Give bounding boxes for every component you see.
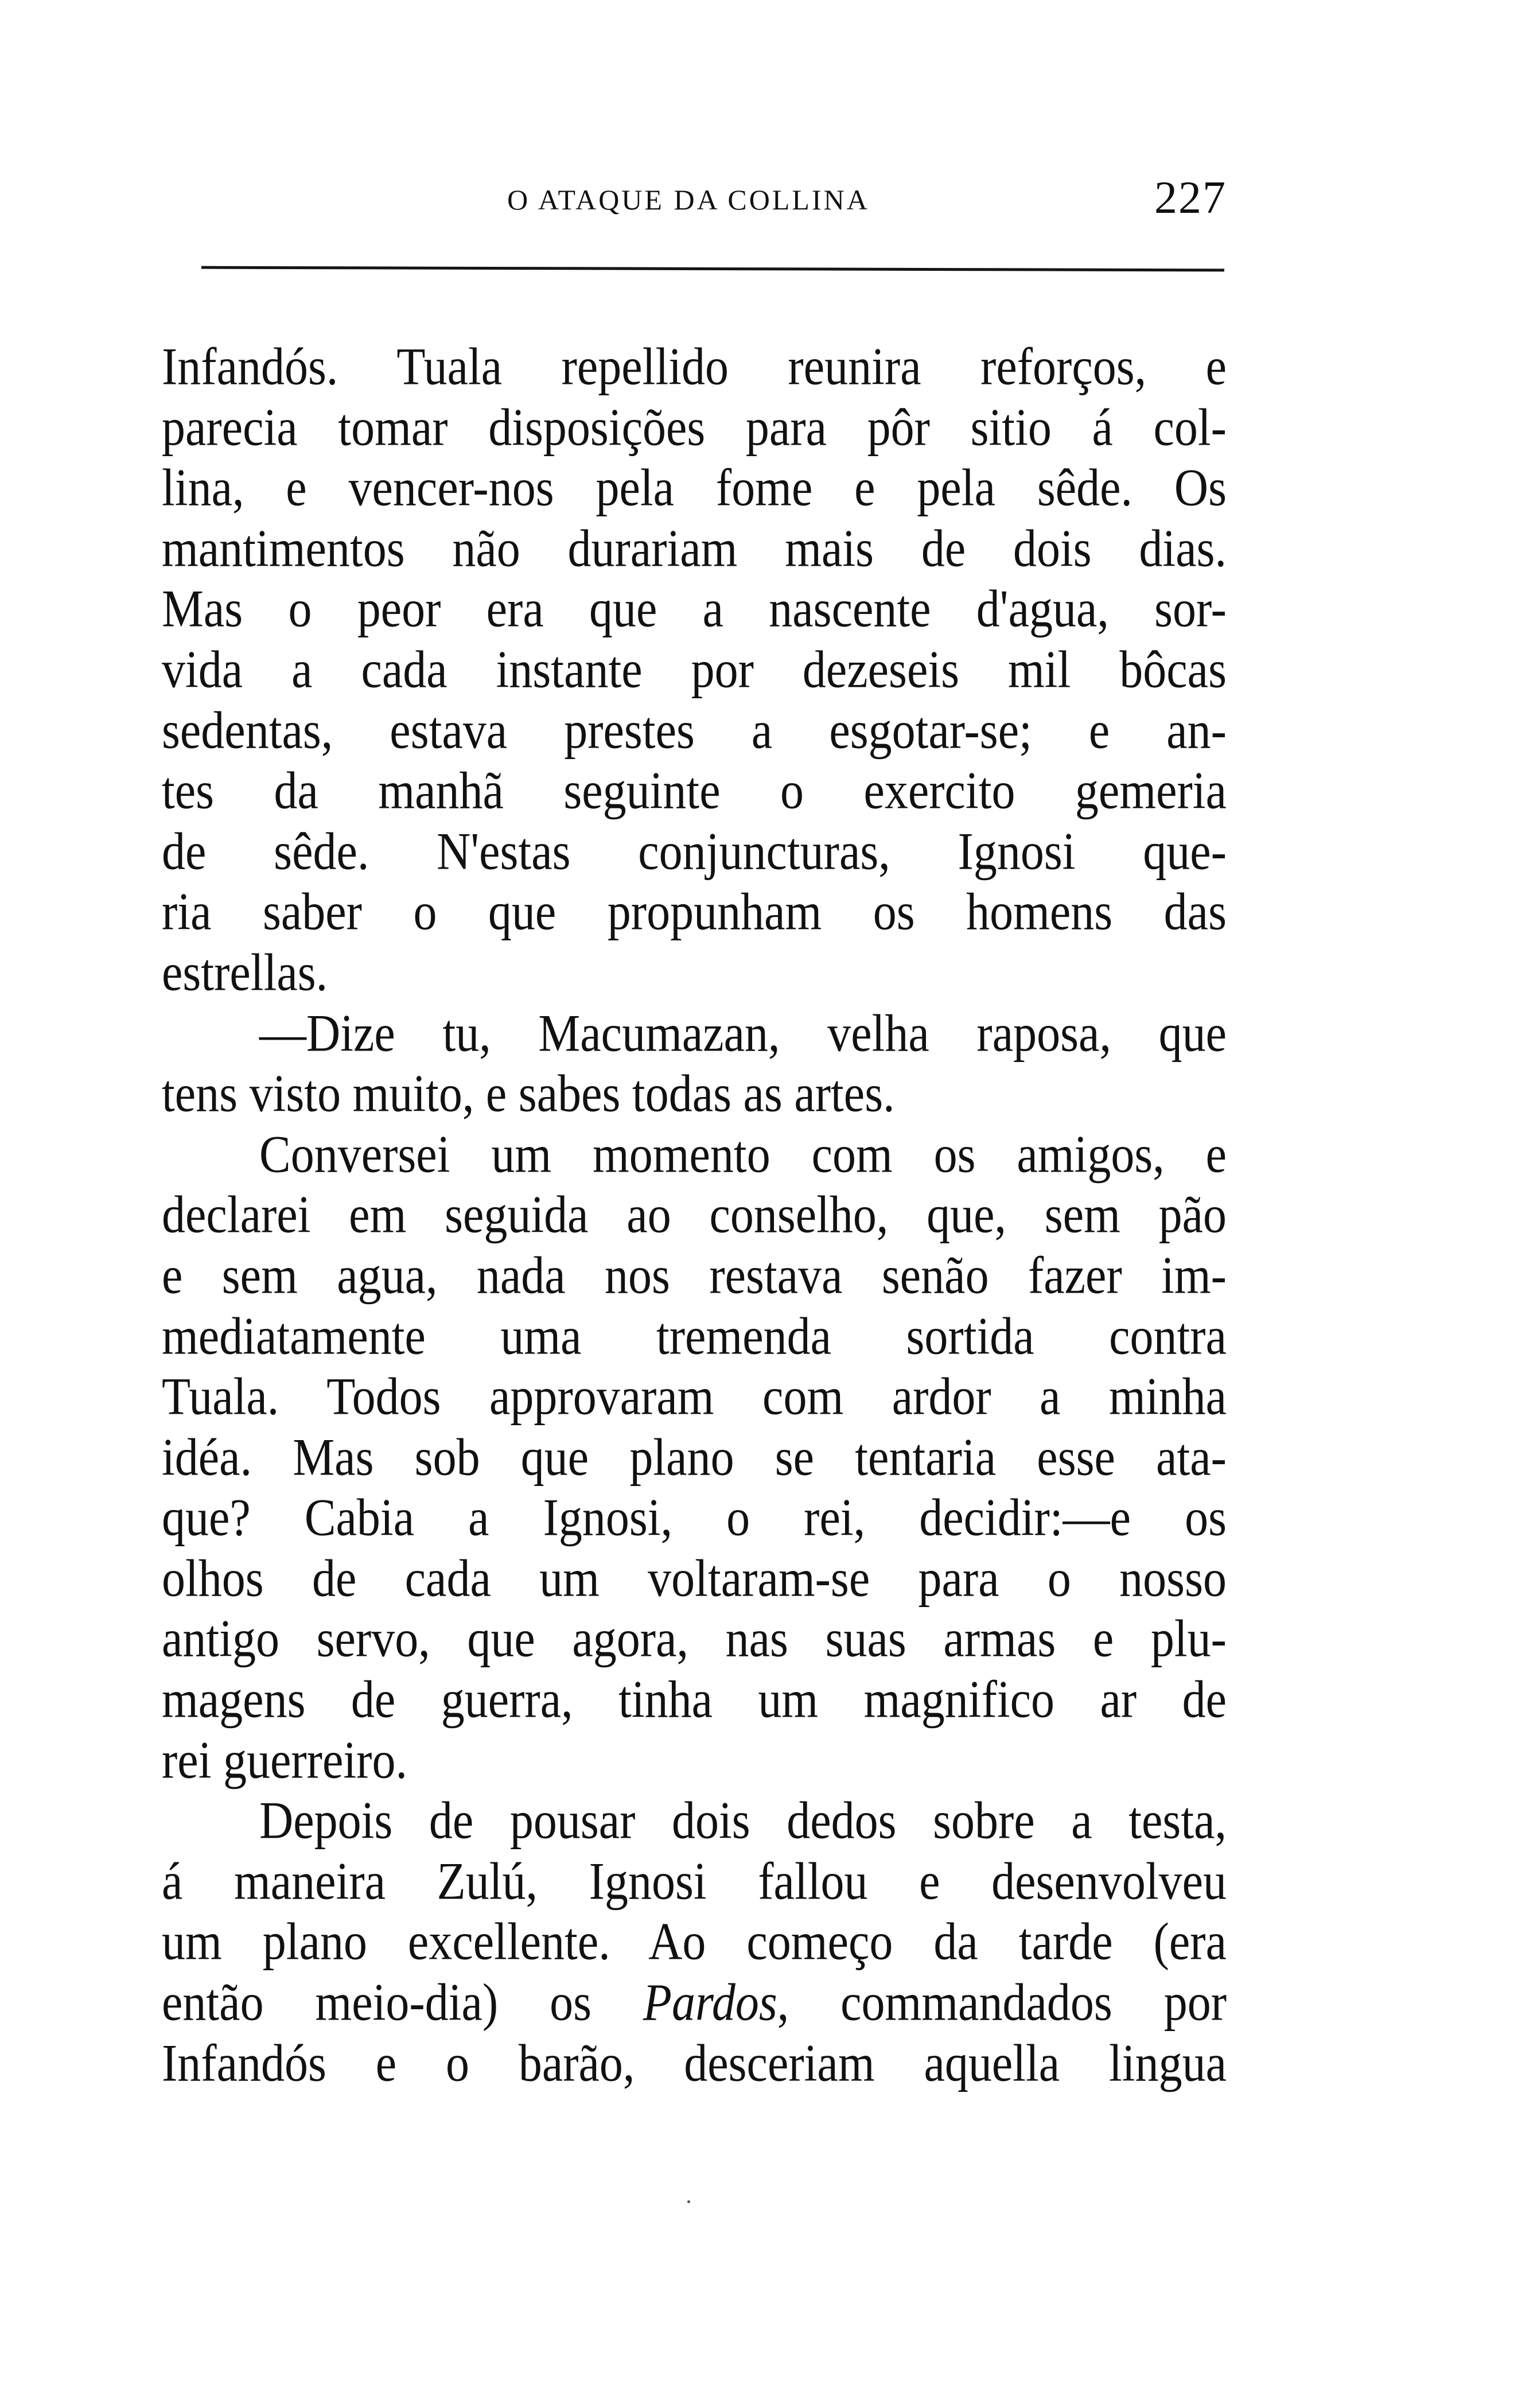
text-segment: , commandados por bbox=[777, 1973, 1227, 2032]
text-line: magens de guerra, tinha um magnifico ar de bbox=[162, 1670, 1227, 1729]
text-line: Conversei um momento com os amigos, e bbox=[259, 1125, 1227, 1184]
text-line: —Dize tu, Macumazan, velha raposa, que bbox=[259, 1003, 1227, 1062]
text-line: mediatamente uma tremenda sortida contra bbox=[162, 1306, 1227, 1365]
text-line: que? Cabia a Ignosi, o rei, decidir:—e os bbox=[162, 1488, 1227, 1547]
text-line: olhos de cada um voltaram-se para o nosso bbox=[162, 1549, 1227, 1608]
text-line: estrellas. bbox=[162, 943, 328, 1002]
text-line: parecia tomar disposições para pôr sitio á col- bbox=[162, 398, 1227, 457]
text-line: sedentas, estava prestes a esgotar-se; e an- bbox=[162, 701, 1227, 759]
text-line: lina, e vencer-nos pela fome e pela sêde. Os bbox=[162, 458, 1227, 517]
text-line: Mas o peor era que a nascente d'agua, sor- bbox=[162, 579, 1227, 638]
text-line: á maneira Zulú, Ignosi fallou e desenvolveu bbox=[162, 1851, 1227, 1911]
text-line: Infandós. Tuala repellido reunira reforços, e bbox=[162, 337, 1227, 396]
text-line: ria saber o que propunham os homens das bbox=[162, 882, 1227, 941]
text-line: de sêde. N'estas conjuncturas, Ignosi que- bbox=[162, 822, 1227, 881]
text-line: mantimentos não durariam mais de dois dias. bbox=[162, 519, 1227, 578]
text-line: tes da manhã seguinte o exercito gemeria bbox=[162, 761, 1227, 820]
text-line: tens visto muito, e sabes todas as artes. bbox=[162, 1064, 895, 1123]
text-line: vida a cada instante por dezeseis mil bôcas bbox=[162, 640, 1227, 699]
text-line: Tuala. Todos approvaram com ardor a minha bbox=[162, 1367, 1227, 1426]
running-title: O ATAQUE DA COLLINA bbox=[507, 184, 870, 216]
text-line: Depois de pousar dois dedos sobre a testa, bbox=[259, 1791, 1227, 1850]
text-line: um plano excellente. Ao começo da tarde (era bbox=[162, 1912, 1227, 1971]
text-line: declarei em seguida ao conselho, que, sem pão bbox=[162, 1185, 1227, 1244]
text-line: idéa. Mas sob que plano se tentaria esse ata- bbox=[162, 1427, 1227, 1487]
italic-text: Pardos bbox=[643, 1973, 777, 2032]
speck bbox=[687, 2200, 690, 2203]
text-line: rei guerreiro. bbox=[162, 1730, 407, 1790]
page-number: 227 bbox=[1154, 173, 1227, 223]
text-line bbox=[162, 1969, 1227, 2036]
text-line: antigo servo, que agora, nas suas armas e plu- bbox=[162, 1609, 1227, 1668]
text-line: e sem agua, nada nos restava senão fazer im- bbox=[162, 1246, 1227, 1305]
text-segment: então meio-dia) os bbox=[162, 1973, 643, 2032]
body-text bbox=[162, 336, 1227, 2093]
text-line: Infandós e o barão, desceriam aquella lingua bbox=[162, 2033, 1227, 2092]
header-rule bbox=[201, 266, 1224, 272]
